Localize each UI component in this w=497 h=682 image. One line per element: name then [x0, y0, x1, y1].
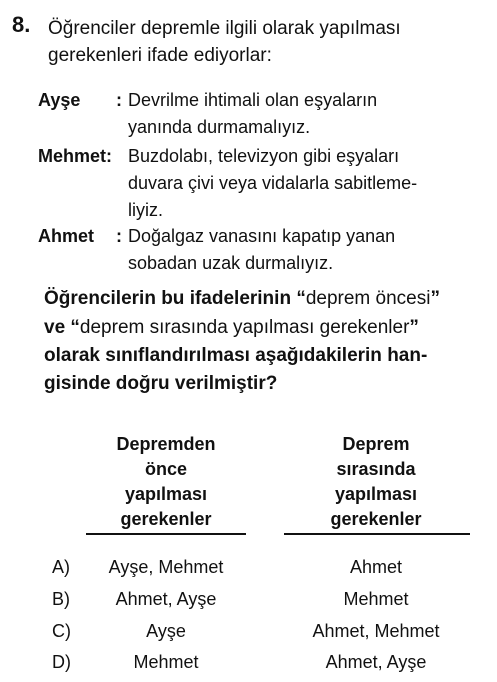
- option-c[interactable]: [0, 621, 497, 645]
- option-letter: A): [52, 557, 70, 577]
- speaker-ayse-text-line-2: yanında durmamalıyız.: [128, 117, 311, 137]
- speaker-mehmet-text-line-3: liyiz.: [128, 200, 163, 220]
- option-letter: C): [52, 621, 71, 641]
- speaker-ayse-text-line-1: Devrilme ihtimali olan eşyaların: [128, 90, 378, 110]
- option-a[interactable]: [0, 557, 497, 581]
- option-before-cell: Ayşe: [146, 621, 186, 641]
- speaker-mehmet-text-line-2: duvara çivi veya vidalarla sabitleme-: [128, 173, 418, 193]
- option-before-cell: Mehmet: [133, 652, 199, 672]
- column-rule-before: [86, 533, 246, 535]
- speaker-mehmet-text-line-1: Buzdolabı, televizyon gibi eşyaları: [128, 146, 400, 166]
- question-number: 8.: [12, 12, 31, 37]
- speaker-ayse-name: Ayşe: [38, 90, 81, 110]
- question-stem-line-1: Öğrenciler depremle ilgili olarak yapılması: [48, 18, 401, 39]
- column-rule-during: [284, 533, 470, 535]
- option-d[interactable]: [0, 652, 497, 676]
- speaker-ahmet-name: Ahmet: [38, 226, 95, 246]
- option-before-cell: Ayşe, Mehmet: [108, 557, 224, 577]
- option-during-cell: Ahmet: [349, 557, 403, 577]
- option-letter: B): [52, 589, 70, 609]
- column-header-during: Deprem sırasında yapılması gerekenler: [330, 434, 422, 529]
- option-before-cell: Ahmet, Ayşe: [115, 589, 217, 609]
- question-stem-line-2: gerekenleri ifade ediyorlar:: [48, 45, 272, 66]
- question-prompt-line-4: gisinde doğru verilmiştir?: [44, 373, 278, 394]
- option-during-cell: Ahmet, Mehmet: [312, 621, 440, 641]
- question-prompt-line-2: ve “deprem sırasında yapılması gerekenler”: [44, 317, 419, 338]
- speaker-ahmet-colon: :: [116, 226, 122, 246]
- column-header-before: Depremden önce yapılması gerekenler: [116, 434, 216, 529]
- speaker-ahmet-text-line-2: sobadan uzak durmalıyız.: [128, 253, 334, 273]
- option-b[interactable]: [0, 589, 497, 613]
- option-during-cell: Ahmet, Ayşe: [325, 652, 427, 672]
- option-letter: D): [52, 652, 71, 672]
- question-prompt-line-1: Öğrencilerin bu ifadelerinin “deprem öncesi”: [44, 288, 440, 309]
- speaker-mehmet-name: Mehmet:: [38, 146, 113, 166]
- speaker-ahmet-text-line-1: Doğalgaz vanasını kapatıp yanan: [128, 226, 396, 246]
- question-prompt-line-3: olarak sınıflandırılması aşağıdakilerin han-: [44, 345, 428, 366]
- speaker-ayse-colon: :: [116, 90, 122, 110]
- option-during-cell: Mehmet: [343, 589, 409, 609]
